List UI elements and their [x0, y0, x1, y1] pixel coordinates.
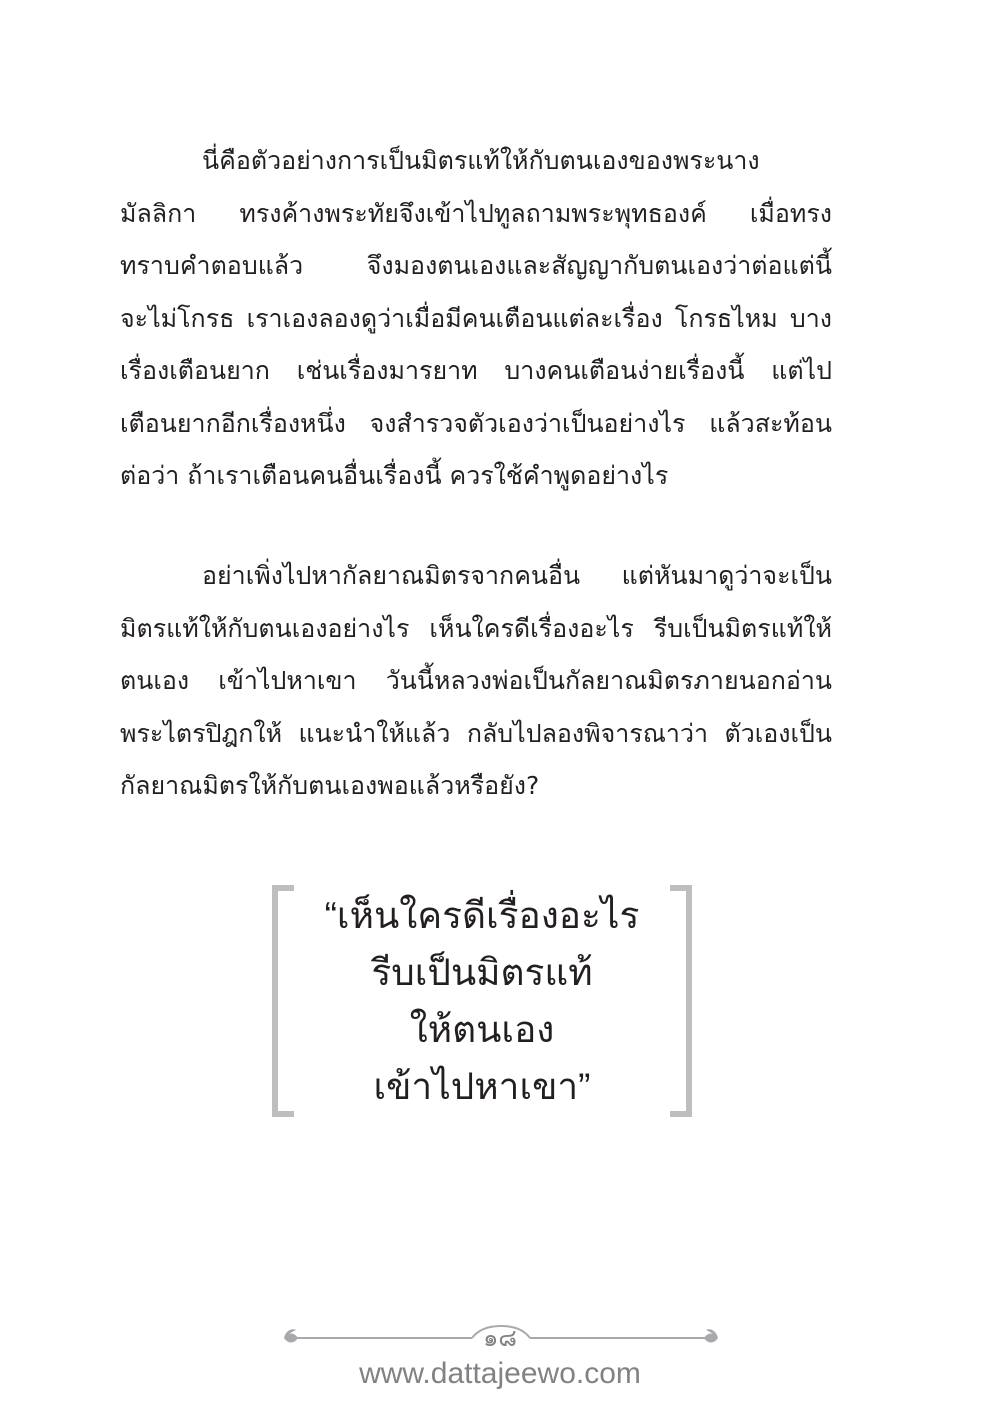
right-bracket-ornament — [670, 885, 692, 1117]
left-bracket-ornament — [272, 885, 294, 1117]
paragraph-line: ตนเอง เข้าไปหาเขา วันนี้หลวงพ่อเป็นกัลยาณมิตรภายนอกอ่าน — [120, 666, 832, 695]
paragraph-line: ต่อว่า ถ้าเราเตือนคนอื่นเรื่องนี้ ควรใช้คำพูดอย่างไร — [120, 461, 669, 490]
page-number: ๑๘ — [483, 1324, 517, 1352]
paragraph-line: เรื่องเตือนยาก เช่นเรื่องมารยาท บางคนเตือนง่ายเรื่องนี้ แต่ไป — [120, 356, 832, 385]
paragraph-line: มัลลิกา ทรงค้างพระทัยจึงเข้าไปทูลถามพระพุทธองค์ เมื่อทรง — [120, 198, 832, 228]
body-paragraph-1 — [120, 135, 832, 503]
body-paragraph-2 — [120, 550, 832, 813]
paragraph-line: มิตรแท้ให้กับตนเองอย่างไร เห็นใครดีเรื่องอะไร รีบเป็นมิตรแท้ให้ — [120, 613, 832, 643]
quote-line: รีบเป็นมิตรแท้ — [371, 952, 593, 993]
paragraph-line: อย่าเพิ่งไปหากัลยาณมิตรจากคนอื่น แต่หันมาดูว่าจะเป็น — [202, 561, 832, 590]
pull-quote-text — [302, 887, 662, 1115]
quote-line: “เห็นใครดีเรื่องอะไร — [324, 895, 640, 936]
paragraph-line: ทราบคำตอบแล้ว จึงมองตนเองและสัญญากับตนเองว่าต่อแต่นี้ — [120, 251, 832, 280]
paragraph-line: จะไม่โกรธ เราเองลองดูว่าเมื่อมีคนเตือนแต่ละเรื่อง โกรธไหม บาง — [120, 303, 832, 333]
paragraph-line: นี่คือตัวอย่างการเป็นมิตรแท้ให้กับตนเองของพระนาง — [202, 146, 760, 175]
paragraph-line: พระไตรปิฎกให้ แนะนำให้แล้ว กลับไปลองพิจารณาว่า ตัวเองเป็น — [120, 718, 832, 748]
quote-line: เข้าไปหาเขา” — [373, 1066, 591, 1107]
pull-quote — [272, 885, 692, 1117]
paragraph-line: กัลยาณมิตรให้กับตนเองพอแล้วหรือยัง? — [120, 771, 540, 800]
paragraph-line: เตือนยากอีกเรื่องหนึ่ง จงสำรวจตัวเองว่าเป็นอย่างไร แล้วสะท้อน — [120, 408, 832, 438]
quote-line: ให้ตนเอง — [409, 1009, 555, 1050]
footer-website-url: www.dattajeewo.com — [359, 1357, 641, 1390]
